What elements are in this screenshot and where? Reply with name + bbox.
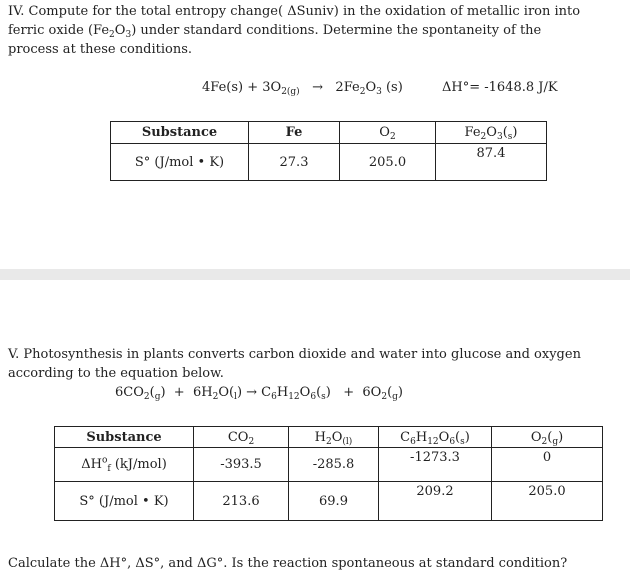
o2-entropy-value: 205.0 <box>492 482 603 521</box>
table-header-row <box>111 122 547 144</box>
fe-entropy-value: 27.3 <box>249 144 340 181</box>
question-4-text <box>8 2 580 59</box>
q5-equation: $6CO_2(_g) + 6H_2O(_l) \to C_6H_{12}O_6(_s) + 6O_2(_g)$ <box>115 385 403 402</box>
question-5-text <box>8 345 581 383</box>
q5-thermo-table <box>54 426 603 521</box>
q5-line-2: according to the equation below. <box>8 366 224 381</box>
table-row <box>55 482 603 521</box>
header-co2: $CO_2$ <box>194 427 289 448</box>
row-label-entropy: S° (J/mol • K) <box>55 482 194 521</box>
q5-line-1: V. Photosynthesis in plants converts carbon dioxide and water into glucose and oxygen <box>8 347 581 362</box>
header-glucose: $C_6H_{12}O_6(_s)$ <box>379 427 492 448</box>
o2-entropy-value: 205.0 <box>340 144 436 181</box>
table-row <box>111 144 547 181</box>
o2-enthalpy-value: 0 <box>492 448 603 482</box>
section-divider <box>0 269 630 280</box>
fe2o3-entropy-value: 87.4 <box>436 144 547 181</box>
h2o-enthalpy-value: -285.8 <box>289 448 379 482</box>
q4-line-3: process at these conditions. <box>8 42 193 57</box>
header-substance: Substance <box>55 427 194 448</box>
q4-entropy-table <box>110 121 547 181</box>
header-o2: $O_2(_g)$ <box>492 427 603 448</box>
header-fe: Fe <box>249 122 340 144</box>
q4-line-1: IV. Compute for the total entropy change( ΔSuniv) in the oxidation of metallic iron into <box>8 4 581 19</box>
row-label-entropy: S° (J/mol • K) <box>111 144 249 181</box>
q4-equation: $4Fe(s) + 3O_{2(g)}$ → $2Fe_2O_3$ (s) <box>202 80 403 97</box>
header-o2: $O_2$ <box>340 122 436 144</box>
table-header-row <box>55 427 603 448</box>
co2-enthalpy-value: -393.5 <box>194 448 289 482</box>
q4-line-2: ferric oxide $(Fe_2O_3)$ under standard conditions. Determine the spontaneity of the <box>8 23 542 40</box>
header-h2o: $H_2O_{(l)}$ <box>289 427 379 448</box>
glucose-enthalpy-value: -1273.3 <box>379 448 492 482</box>
header-substance: Substance <box>111 122 249 144</box>
q4-enthalpy: ΔH°= -1648.8 J/K <box>442 80 558 95</box>
h2o-entropy-value: 69.9 <box>289 482 379 521</box>
q5-instruction: Calculate the ΔH°, ΔS°, and ΔG°. Is the reaction spontaneous at standard condition? <box>8 556 568 571</box>
co2-entropy-value: 213.6 <box>194 482 289 521</box>
header-fe2o3: $Fe_2O_3(_s)$ <box>436 122 547 144</box>
row-label-enthalpy: $\Delta H^o_f$ (kJ/mol) <box>55 448 194 482</box>
glucose-entropy-value: 209.2 <box>379 482 492 521</box>
table-row <box>55 448 603 482</box>
